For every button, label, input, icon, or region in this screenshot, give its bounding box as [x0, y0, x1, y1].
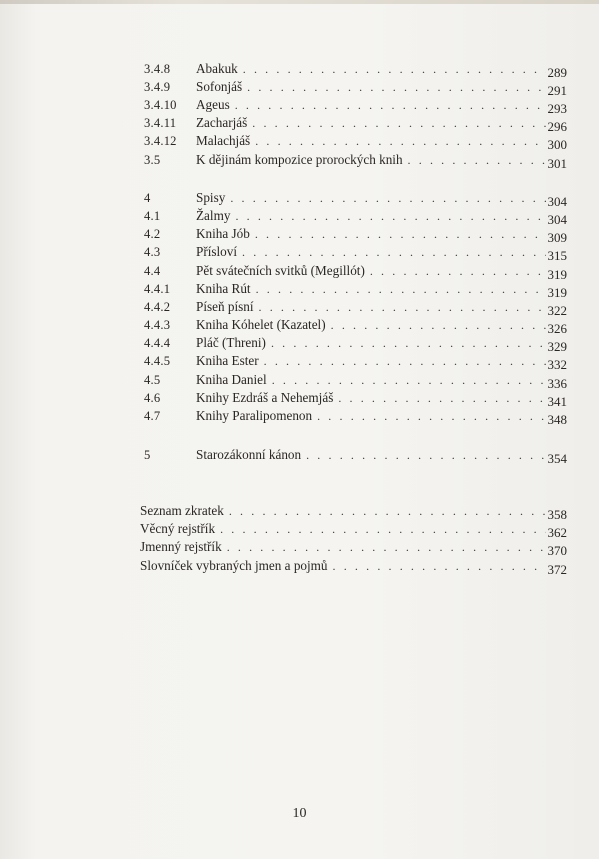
toc-entry-page: 304	[547, 212, 567, 227]
toc-entry-page: 326	[547, 321, 567, 336]
toc-entry-page: 289	[547, 65, 567, 80]
toc-entry-number: 3.4.8	[144, 62, 171, 76]
appendix-entry-page: 370	[547, 543, 567, 558]
toc-leader-dots	[220, 520, 545, 538]
toc-leader-dots	[271, 334, 546, 352]
toc-entry-title: Kniha Jób	[196, 226, 250, 241]
toc-entry-number: 4.2	[144, 227, 161, 241]
toc-entry-title: Knihy Ezdráš a Nehemjáš	[196, 390, 334, 405]
toc-entry-number: 4.4.2	[144, 300, 171, 314]
appendix-entry-page: 362	[547, 525, 567, 540]
toc-leader-dots	[331, 316, 546, 334]
toc-entry	[144, 446, 567, 464]
toc-entry-title: Kniha Kóhelet (Kazatel)	[196, 317, 326, 332]
toc-entry-number: 4.3	[144, 245, 161, 259]
toc-entry-number: 3.5	[144, 153, 161, 167]
toc-entry-number: 4.1	[144, 209, 161, 223]
toc-entry-page: 293	[547, 101, 567, 116]
appendix-entry	[140, 538, 567, 556]
appendix-entry-page: 358	[547, 507, 567, 522]
appendix-entry	[140, 502, 567, 520]
toc-entry-number: 3.4.11	[144, 116, 177, 130]
toc-entry-number: 3.4.12	[144, 134, 177, 148]
toc-leader-dots	[252, 114, 545, 132]
toc-entry-number: 4.6	[144, 391, 161, 405]
toc-entry	[144, 389, 567, 407]
toc-entry-number: 3.4.9	[144, 80, 171, 94]
toc-leader-dots	[306, 446, 545, 464]
toc-entry-title: Sofonjáš	[196, 79, 243, 94]
toc-entry-page: 319	[547, 285, 567, 300]
appendix-entry	[140, 520, 567, 538]
toc-entry	[144, 334, 567, 352]
toc-leader-dots	[272, 371, 546, 389]
appendix-entry-title: Jmenný rejstřík	[140, 539, 222, 554]
toc-leader-dots	[247, 78, 545, 96]
toc-entry-number: 4.4.3	[144, 318, 171, 332]
appendix-entry	[140, 557, 567, 575]
toc-entry-page: 354	[547, 451, 567, 466]
toc-entry-title: Kniha Daniel	[196, 372, 267, 387]
toc-entry-page: 301	[547, 156, 567, 171]
toc-leader-dots	[338, 389, 545, 407]
toc-leader-dots	[256, 280, 546, 298]
toc-leader-dots	[255, 225, 546, 243]
toc-leader-dots	[235, 96, 546, 114]
toc-entry-page: 336	[547, 376, 567, 391]
toc-leader-dots	[227, 538, 546, 556]
toc-entry	[144, 225, 567, 243]
toc-leader-dots	[243, 60, 546, 78]
toc-leader-dots	[259, 298, 546, 316]
toc-entry-number: 4.4.5	[144, 354, 171, 368]
toc-entry-title: Kniha Rút	[196, 281, 251, 296]
toc-leader-dots	[317, 407, 545, 425]
toc-leader-dots	[333, 557, 546, 575]
toc-entry-title: Píseň písní	[196, 299, 254, 314]
toc-entry-title: Spisy	[196, 190, 226, 205]
toc-entry-title: Přísloví	[196, 244, 238, 259]
toc-entry	[144, 352, 567, 370]
toc-leader-dots	[264, 352, 546, 370]
toc-entry-page: 300	[547, 137, 567, 152]
toc-entry	[144, 207, 567, 225]
toc-entry	[144, 243, 567, 261]
toc-entry-page: 332	[547, 357, 567, 372]
toc-entry-number: 4	[144, 191, 151, 205]
toc-entry	[144, 189, 567, 207]
toc-entry	[144, 132, 567, 150]
toc-entry-page: 319	[547, 267, 567, 282]
toc-entry	[144, 280, 567, 298]
toc-entry-page: 329	[547, 339, 567, 354]
toc-entry-title: Kniha Ester	[196, 353, 259, 368]
toc-leader-dots	[229, 502, 546, 520]
toc-leader-dots	[408, 151, 546, 169]
toc-entry-page: 291	[547, 83, 567, 98]
toc-entry-page: 304	[547, 194, 567, 209]
toc-entry	[144, 114, 567, 132]
toc-entry-title: K dějinám kompozice prorockých knih	[196, 152, 403, 167]
toc-entry-title: Zacharjáš	[196, 115, 248, 130]
toc-entry-page: 315	[547, 248, 567, 263]
toc-entry	[144, 371, 567, 389]
toc-entry-page: 309	[547, 230, 567, 245]
toc-entry-title: Pláč (Threni)	[196, 335, 266, 350]
toc-entry-number: 4.7	[144, 409, 161, 423]
toc-entry	[144, 96, 567, 114]
toc-entry-number: 3.4.10	[144, 98, 177, 112]
toc-entry	[144, 151, 567, 169]
toc-entry-title: Malachjáš	[196, 133, 251, 148]
toc-leader-dots	[230, 189, 545, 207]
toc-entry-number: 4.5	[144, 373, 161, 387]
toc-leader-dots	[242, 243, 545, 261]
toc-entry	[144, 316, 567, 334]
toc-entry-number: 4.4	[144, 264, 161, 278]
page-top-edge	[0, 0, 599, 4]
toc-entry	[144, 60, 567, 78]
appendix-entry-page: 372	[547, 562, 567, 577]
toc-entry-number: 5	[144, 448, 151, 462]
toc-entry-page: 322	[547, 303, 567, 318]
toc-leader-dots	[235, 207, 545, 225]
toc-entry	[144, 407, 567, 425]
appendix-entry-title: Slovníček vybraných jmen a pojmů	[140, 558, 328, 573]
toc-entry-title: Knihy Paralipomenon	[196, 408, 313, 423]
toc-entry-number: 4.4.1	[144, 282, 171, 296]
toc-leader-dots	[255, 132, 545, 150]
toc-entry-page: 296	[547, 119, 567, 134]
toc-entry	[144, 298, 567, 316]
toc-entry-title: Starozákonní kánon	[196, 447, 302, 462]
toc-entry-page: 348	[547, 412, 567, 427]
toc-entry-title: Žalmy	[196, 208, 231, 223]
toc-entry	[144, 262, 567, 280]
toc-entry	[144, 78, 567, 96]
toc-leader-dots	[370, 262, 546, 280]
toc-entry-number: 4.4.4	[144, 336, 171, 350]
toc-entry-title: Abakuk	[196, 61, 238, 76]
appendix-entry-title: Seznam zkratek	[140, 503, 224, 518]
toc-entry-page: 341	[547, 394, 567, 409]
toc-entry-title: Ageus	[196, 97, 230, 112]
toc-entry-title: Pět svátečních svitků (Megillót)	[196, 263, 365, 278]
page-number: 10	[292, 806, 307, 821]
appendix-entry-title: Věcný rejstřík	[140, 521, 216, 536]
